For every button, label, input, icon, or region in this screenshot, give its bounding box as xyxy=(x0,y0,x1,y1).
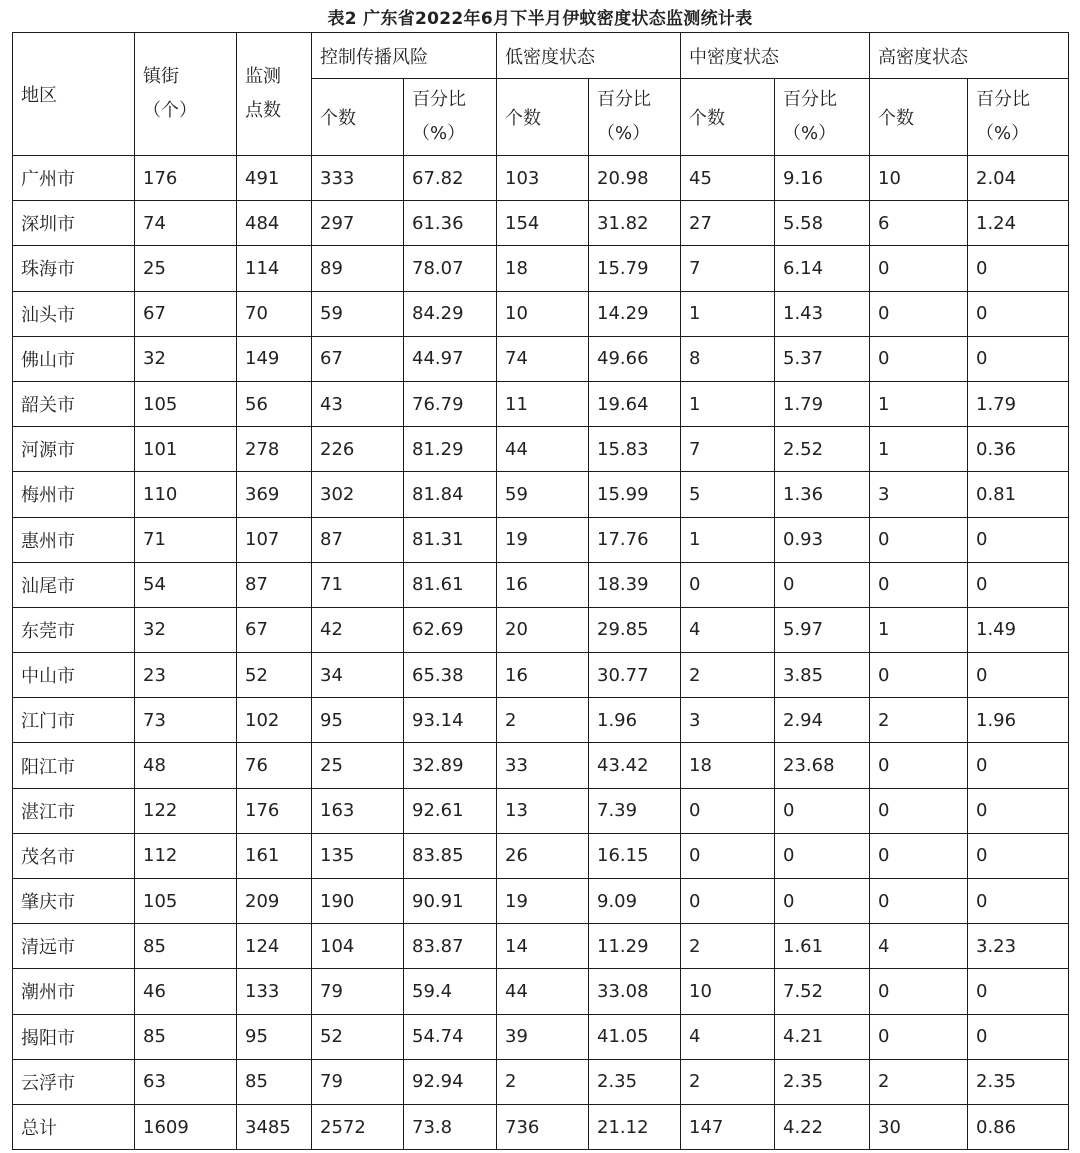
value-cell: 1.79 xyxy=(775,381,870,426)
value-cell: 0 xyxy=(681,788,775,833)
value-cell: 62.69 xyxy=(404,607,497,652)
value-cell: 14.29 xyxy=(589,291,681,336)
value-cell: 85 xyxy=(135,1014,237,1059)
value-cell: 484 xyxy=(237,201,312,246)
value-cell: 76.79 xyxy=(404,381,497,426)
value-cell: 49.66 xyxy=(589,336,681,381)
value-cell: 33.08 xyxy=(589,969,681,1014)
value-cell: 0 xyxy=(968,879,1069,924)
header-count: 个数 xyxy=(497,79,589,156)
table-row xyxy=(13,427,1069,472)
value-cell: 135 xyxy=(312,833,404,878)
value-cell: 10 xyxy=(497,291,589,336)
header-towns: 镇街 （个） xyxy=(135,33,237,156)
value-cell: 0 xyxy=(870,246,968,291)
region-cell: 汕尾市 xyxy=(13,562,135,607)
region-cell: 佛山市 xyxy=(13,336,135,381)
value-cell: 30 xyxy=(870,1104,968,1149)
value-cell: 71 xyxy=(135,517,237,562)
value-cell: 81.84 xyxy=(404,472,497,517)
region-cell: 广州市 xyxy=(13,156,135,201)
value-cell: 104 xyxy=(312,924,404,969)
value-cell: 87 xyxy=(312,517,404,562)
total-row xyxy=(13,1104,1069,1149)
value-cell: 25 xyxy=(312,743,404,788)
value-cell: 0 xyxy=(870,517,968,562)
value-cell: 33 xyxy=(497,743,589,788)
value-cell: 73 xyxy=(135,698,237,743)
region-cell: 阳江市 xyxy=(13,743,135,788)
value-cell: 102 xyxy=(237,698,312,743)
value-cell: 101 xyxy=(135,427,237,472)
value-cell: 1 xyxy=(870,607,968,652)
region-cell: 汕头市 xyxy=(13,291,135,336)
value-cell: 149 xyxy=(237,336,312,381)
value-cell: 0 xyxy=(870,743,968,788)
value-cell: 3485 xyxy=(237,1104,312,1149)
header-row-groups xyxy=(13,33,1069,79)
value-cell: 0 xyxy=(968,1014,1069,1059)
table-row xyxy=(13,788,1069,833)
value-cell: 226 xyxy=(312,427,404,472)
value-cell: 41.05 xyxy=(589,1014,681,1059)
header-pct: 百分比 （%） xyxy=(589,79,681,156)
value-cell: 2 xyxy=(681,1059,775,1104)
value-cell: 85 xyxy=(237,1059,312,1104)
value-cell: 209 xyxy=(237,879,312,924)
region-cell: 肇庆市 xyxy=(13,879,135,924)
value-cell: 70 xyxy=(237,291,312,336)
value-cell: 0 xyxy=(870,336,968,381)
value-cell: 302 xyxy=(312,472,404,517)
value-cell: 10 xyxy=(681,969,775,1014)
value-cell: 0 xyxy=(968,562,1069,607)
region-cell: 惠州市 xyxy=(13,517,135,562)
value-cell: 2.35 xyxy=(589,1059,681,1104)
value-cell: 23.68 xyxy=(775,743,870,788)
table-body xyxy=(13,156,1069,1150)
value-cell: 2.94 xyxy=(775,698,870,743)
value-cell: 1.24 xyxy=(968,201,1069,246)
value-cell: 0 xyxy=(968,517,1069,562)
value-cell: 333 xyxy=(312,156,404,201)
value-cell: 63 xyxy=(135,1059,237,1104)
value-cell: 3 xyxy=(681,698,775,743)
value-cell: 491 xyxy=(237,156,312,201)
value-cell: 9.09 xyxy=(589,879,681,924)
value-cell: 83.87 xyxy=(404,924,497,969)
value-cell: 29.85 xyxy=(589,607,681,652)
value-cell: 0 xyxy=(681,833,775,878)
value-cell: 44 xyxy=(497,969,589,1014)
table-row xyxy=(13,969,1069,1014)
value-cell: 54 xyxy=(135,562,237,607)
value-cell: 0 xyxy=(870,969,968,1014)
value-cell: 2 xyxy=(497,698,589,743)
value-cell: 0 xyxy=(870,879,968,924)
region-cell: 湛江市 xyxy=(13,788,135,833)
value-cell: 176 xyxy=(135,156,237,201)
value-cell: 2.35 xyxy=(775,1059,870,1104)
value-cell: 13 xyxy=(497,788,589,833)
value-cell: 5.58 xyxy=(775,201,870,246)
value-cell: 5.97 xyxy=(775,607,870,652)
value-cell: 32 xyxy=(135,336,237,381)
value-cell: 17.76 xyxy=(589,517,681,562)
value-cell: 0 xyxy=(870,1014,968,1059)
value-cell: 21.12 xyxy=(589,1104,681,1149)
value-cell: 1609 xyxy=(135,1104,237,1149)
region-cell: 中山市 xyxy=(13,653,135,698)
table-title: 表2 广东省2022年6月下半月伊蚊密度状态监测统计表 xyxy=(327,9,753,29)
value-cell: 95 xyxy=(237,1014,312,1059)
value-cell: 0 xyxy=(968,246,1069,291)
value-cell: 2572 xyxy=(312,1104,404,1149)
value-cell: 84.29 xyxy=(404,291,497,336)
value-cell: 19.64 xyxy=(589,381,681,426)
value-cell: 16.15 xyxy=(589,833,681,878)
value-cell: 1 xyxy=(681,517,775,562)
value-cell: 0 xyxy=(968,788,1069,833)
value-cell: 6.14 xyxy=(775,246,870,291)
value-cell: 81.61 xyxy=(404,562,497,607)
value-cell: 15.99 xyxy=(589,472,681,517)
table-row xyxy=(13,743,1069,788)
value-cell: 61.36 xyxy=(404,201,497,246)
value-cell: 30.77 xyxy=(589,653,681,698)
value-cell: 67.82 xyxy=(404,156,497,201)
table-row xyxy=(13,246,1069,291)
value-cell: 25 xyxy=(135,246,237,291)
value-cell: 20 xyxy=(497,607,589,652)
value-cell: 89 xyxy=(312,246,404,291)
value-cell: 278 xyxy=(237,427,312,472)
value-cell: 0 xyxy=(870,833,968,878)
table-row xyxy=(13,517,1069,562)
value-cell: 0 xyxy=(968,653,1069,698)
value-cell: 105 xyxy=(135,879,237,924)
value-cell: 2.52 xyxy=(775,427,870,472)
value-cell: 0 xyxy=(775,562,870,607)
value-cell: 0 xyxy=(681,879,775,924)
value-cell: 107 xyxy=(237,517,312,562)
value-cell: 0 xyxy=(775,879,870,924)
value-cell: 45 xyxy=(681,156,775,201)
value-cell: 10 xyxy=(870,156,968,201)
table-row xyxy=(13,607,1069,652)
value-cell: 0 xyxy=(968,336,1069,381)
value-cell: 9.16 xyxy=(775,156,870,201)
value-cell: 59 xyxy=(497,472,589,517)
value-cell: 1 xyxy=(870,427,968,472)
value-cell: 67 xyxy=(135,291,237,336)
header-group-medium: 中密度状态 xyxy=(681,33,870,79)
value-cell: 4 xyxy=(681,1014,775,1059)
value-cell: 0 xyxy=(681,562,775,607)
value-cell: 46 xyxy=(135,969,237,1014)
value-cell: 56 xyxy=(237,381,312,426)
value-cell: 34 xyxy=(312,653,404,698)
header-group-low: 低密度状态 xyxy=(497,33,681,79)
value-cell: 74 xyxy=(135,201,237,246)
value-cell: 14 xyxy=(497,924,589,969)
value-cell: 81.31 xyxy=(404,517,497,562)
value-cell: 4 xyxy=(870,924,968,969)
value-cell: 78.07 xyxy=(404,246,497,291)
value-cell: 67 xyxy=(237,607,312,652)
value-cell: 5 xyxy=(681,472,775,517)
value-cell: 0 xyxy=(968,291,1069,336)
value-cell: 42 xyxy=(312,607,404,652)
table-row xyxy=(13,291,1069,336)
value-cell: 0 xyxy=(870,653,968,698)
value-cell: 65.38 xyxy=(404,653,497,698)
region-cell: 江门市 xyxy=(13,698,135,743)
header-region: 地区 xyxy=(13,33,135,156)
value-cell: 79 xyxy=(312,969,404,1014)
region-cell: 云浮市 xyxy=(13,1059,135,1104)
value-cell: 124 xyxy=(237,924,312,969)
value-cell: 0.36 xyxy=(968,427,1069,472)
value-cell: 8 xyxy=(681,336,775,381)
value-cell: 112 xyxy=(135,833,237,878)
value-cell: 0.86 xyxy=(968,1104,1069,1149)
value-cell: 2 xyxy=(870,698,968,743)
value-cell: 1 xyxy=(870,381,968,426)
value-cell: 44.97 xyxy=(404,336,497,381)
header-group-control: 控制传播风险 xyxy=(312,33,497,79)
value-cell: 0 xyxy=(870,291,968,336)
value-cell: 0.93 xyxy=(775,517,870,562)
region-cell: 茂名市 xyxy=(13,833,135,878)
value-cell: 1.49 xyxy=(968,607,1069,652)
value-cell: 5.37 xyxy=(775,336,870,381)
value-cell: 19 xyxy=(497,879,589,924)
value-cell: 83.85 xyxy=(404,833,497,878)
table-row xyxy=(13,336,1069,381)
value-cell: 3.85 xyxy=(775,653,870,698)
table-row xyxy=(13,381,1069,426)
value-cell: 20.98 xyxy=(589,156,681,201)
value-cell: 0 xyxy=(775,833,870,878)
region-cell: 潮州市 xyxy=(13,969,135,1014)
value-cell: 297 xyxy=(312,201,404,246)
value-cell: 15.83 xyxy=(589,427,681,472)
value-cell: 163 xyxy=(312,788,404,833)
value-cell: 133 xyxy=(237,969,312,1014)
header-pct: 百分比 （%） xyxy=(404,79,497,156)
value-cell: 71 xyxy=(312,562,404,607)
value-cell: 4.22 xyxy=(775,1104,870,1149)
value-cell: 52 xyxy=(237,653,312,698)
value-cell: 18 xyxy=(681,743,775,788)
value-cell: 59 xyxy=(312,291,404,336)
value-cell: 43 xyxy=(312,381,404,426)
value-cell: 48 xyxy=(135,743,237,788)
value-cell: 7.52 xyxy=(775,969,870,1014)
value-cell: 19 xyxy=(497,517,589,562)
value-cell: 11.29 xyxy=(589,924,681,969)
value-cell: 32 xyxy=(135,607,237,652)
region-cell: 揭阳市 xyxy=(13,1014,135,1059)
value-cell: 122 xyxy=(135,788,237,833)
value-cell: 4.21 xyxy=(775,1014,870,1059)
value-cell: 1.79 xyxy=(968,381,1069,426)
value-cell: 85 xyxy=(135,924,237,969)
value-cell: 110 xyxy=(135,472,237,517)
value-cell: 16 xyxy=(497,562,589,607)
value-cell: 18.39 xyxy=(589,562,681,607)
value-cell: 1.43 xyxy=(775,291,870,336)
region-cell: 韶关市 xyxy=(13,381,135,426)
value-cell: 736 xyxy=(497,1104,589,1149)
value-cell: 3 xyxy=(870,472,968,517)
value-cell: 2 xyxy=(681,924,775,969)
header-pct: 百分比 （%） xyxy=(775,79,870,156)
value-cell: 3.23 xyxy=(968,924,1069,969)
value-cell: 7 xyxy=(681,427,775,472)
value-cell: 6 xyxy=(870,201,968,246)
value-cell: 59.4 xyxy=(404,969,497,1014)
value-cell: 1.61 xyxy=(775,924,870,969)
value-cell: 114 xyxy=(237,246,312,291)
value-cell: 7 xyxy=(681,246,775,291)
value-cell: 32.89 xyxy=(404,743,497,788)
value-cell: 0 xyxy=(870,562,968,607)
value-cell: 1 xyxy=(681,381,775,426)
region-cell: 东莞市 xyxy=(13,607,135,652)
value-cell: 147 xyxy=(681,1104,775,1149)
value-cell: 2.04 xyxy=(968,156,1069,201)
value-cell: 0 xyxy=(775,788,870,833)
value-cell: 92.94 xyxy=(404,1059,497,1104)
table-row xyxy=(13,156,1069,201)
table-row xyxy=(13,1059,1069,1104)
region-cell: 总计 xyxy=(13,1104,135,1149)
value-cell: 26 xyxy=(497,833,589,878)
value-cell: 7.39 xyxy=(589,788,681,833)
value-cell: 74 xyxy=(497,336,589,381)
header-count: 个数 xyxy=(312,79,404,156)
value-cell: 154 xyxy=(497,201,589,246)
region-cell: 清远市 xyxy=(13,924,135,969)
value-cell: 27 xyxy=(681,201,775,246)
table-row xyxy=(13,653,1069,698)
header-points: 监测 点数 xyxy=(237,33,312,156)
header-count: 个数 xyxy=(681,79,775,156)
value-cell: 90.91 xyxy=(404,879,497,924)
table-row xyxy=(13,562,1069,607)
region-cell: 珠海市 xyxy=(13,246,135,291)
value-cell: 0 xyxy=(968,743,1069,788)
region-cell: 河源市 xyxy=(13,427,135,472)
value-cell: 1.36 xyxy=(775,472,870,517)
table-row xyxy=(13,472,1069,517)
value-cell: 43.42 xyxy=(589,743,681,788)
value-cell: 44 xyxy=(497,427,589,472)
table-row xyxy=(13,698,1069,743)
value-cell: 18 xyxy=(497,246,589,291)
value-cell: 54.74 xyxy=(404,1014,497,1059)
value-cell: 103 xyxy=(497,156,589,201)
value-cell: 2 xyxy=(497,1059,589,1104)
table-row xyxy=(13,924,1069,969)
table-row xyxy=(13,1014,1069,1059)
value-cell: 23 xyxy=(135,653,237,698)
value-cell: 1 xyxy=(681,291,775,336)
table-row xyxy=(13,201,1069,246)
value-cell: 2.35 xyxy=(968,1059,1069,1104)
value-cell: 369 xyxy=(237,472,312,517)
value-cell: 52 xyxy=(312,1014,404,1059)
value-cell: 0 xyxy=(968,833,1069,878)
value-cell: 11 xyxy=(497,381,589,426)
header-count: 个数 xyxy=(870,79,968,156)
value-cell: 93.14 xyxy=(404,698,497,743)
header-group-high: 高密度状态 xyxy=(870,33,1069,79)
value-cell: 95 xyxy=(312,698,404,743)
table-row xyxy=(13,833,1069,878)
value-cell: 67 xyxy=(312,336,404,381)
value-cell: 0.81 xyxy=(968,472,1069,517)
value-cell: 1.96 xyxy=(968,698,1069,743)
value-cell: 1.96 xyxy=(589,698,681,743)
value-cell: 4 xyxy=(681,607,775,652)
value-cell: 79 xyxy=(312,1059,404,1104)
value-cell: 73.8 xyxy=(404,1104,497,1149)
value-cell: 39 xyxy=(497,1014,589,1059)
value-cell: 2 xyxy=(870,1059,968,1104)
value-cell: 15.79 xyxy=(589,246,681,291)
value-cell: 76 xyxy=(237,743,312,788)
value-cell: 161 xyxy=(237,833,312,878)
value-cell: 16 xyxy=(497,653,589,698)
value-cell: 2 xyxy=(681,653,775,698)
value-cell: 81.29 xyxy=(404,427,497,472)
value-cell: 31.82 xyxy=(589,201,681,246)
region-cell: 深圳市 xyxy=(13,201,135,246)
value-cell: 176 xyxy=(237,788,312,833)
value-cell: 0 xyxy=(968,969,1069,1014)
region-cell: 梅州市 xyxy=(13,472,135,517)
header-pct: 百分比 （%） xyxy=(968,79,1069,156)
value-cell: 190 xyxy=(312,879,404,924)
value-cell: 0 xyxy=(870,788,968,833)
value-cell: 87 xyxy=(237,562,312,607)
table-row xyxy=(13,879,1069,924)
density-table xyxy=(12,32,1069,1150)
value-cell: 92.61 xyxy=(404,788,497,833)
value-cell: 105 xyxy=(135,381,237,426)
